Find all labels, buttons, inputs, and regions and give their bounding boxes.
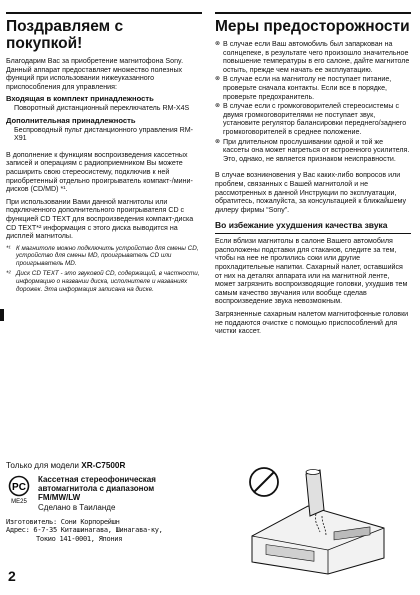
model-block: [6, 461, 202, 544]
footnote-1: [6, 245, 202, 268]
congrats-title-line2: покупкой!: [6, 35, 83, 52]
footnote-1-text: К магнитоле можно подключить устройство для смены CD, устройство для смены MD, проигрыватель CD или проигрыватель MD.: [16, 244, 199, 267]
included-accessory-heading: Входящая в комплект принадлежность: [6, 94, 154, 104]
model-line: [6, 461, 202, 471]
precaution-item: [215, 138, 411, 164]
maker-line-3: Токио 141-0001, Япония: [36, 535, 123, 543]
maker-line-1: Изготовитель: Сони Корпорейшн: [6, 517, 120, 526]
cd-paragraph: В дополнение к функциям воспроизведения кассетных записей и операциям с радиоприемником Вы можете расширить свою стереосистему, подключив к ней приобретенный отдельно проигрыватель компакт-/мини-дисков (CD/MD) *¹.: [6, 150, 193, 194]
sound-quality-paragraph: Если вблизи магнитолы в салоне Вашего автомобиля расположены подставки для стаканов, следите за тем, чтобы на нее не пролились соки или другие прохладительные напитки. Сахарный налет, оставшийся от них на деталях аппарата или на магнитной ленте, может загрязнить воспроизводящие головки, ухудшив тем самым качество звучания или вообще сделав воспроизведение звука невозможным.: [215, 237, 408, 306]
precautions-title: Меры предосторожности: [215, 12, 411, 35]
precaution-item: [215, 40, 411, 74]
optional-accessory-text: Беспроводный пульт дистанционного управления RM-X91: [14, 125, 194, 143]
heading-rule: [215, 233, 411, 234]
cup-holder-illustration: [248, 466, 388, 576]
certification-logo: [6, 475, 32, 512]
left-column: [6, 12, 202, 293]
footnote-2-text: Диск CD TEXT - это звуковой CD, содержащий, в частности, информацию о названии диска, исполнителе и названиях дорожек. Эта информация записана на диске.: [16, 270, 200, 293]
bullet-marker-icon: ⊗: [215, 76, 221, 83]
footnote-1-mark: *¹: [6, 244, 11, 252]
precaution-item: [215, 75, 411, 101]
bullet-marker-icon: ⊗: [215, 41, 221, 47]
congrats-title-line1: Поздравляем с: [6, 18, 124, 35]
congrats-title: [6, 12, 202, 52]
contact-paragraph: В случае возникновения у Вас каких-либо вопросов или проблем, связанных с Вашей магнитолой и не рассмотренных в данной Инструкции по эксплуатации, обратитесь, пожалуйста, за консультацией к ближайшему дилеру фирмы “Sony”.: [215, 171, 407, 214]
svg-text:PC: PC: [12, 482, 26, 493]
precaution-text: В случае если с громкоговорителей стереосистемы с двумя громкоговорителями не поступает звук, установите регулятор балансировки переднего/заднего громкоговорителей в среднее положение.: [223, 102, 407, 136]
model-prefix: Только для модели: [6, 461, 79, 470]
logo-code: МЕ25: [11, 499, 27, 505]
model-code: XR-C7500R: [81, 461, 126, 470]
page-number: 2: [8, 568, 16, 584]
product-line-2: автомагнитола с диапазоном: [38, 484, 155, 494]
certification-logo-icon: [6, 475, 32, 505]
sound-quality-heading: Во избежание ухудшения качества звука: [215, 220, 388, 231]
product-line-1: Кассетная стереофоническая: [38, 475, 156, 484]
footnote-2: [6, 270, 202, 293]
side-tab-marker: [0, 309, 4, 321]
intro-paragraph: Благодарим Вас за приобретение магнитофона Sony. Данный аппарат предоставляет множество полезных функций при использовании нижеуказанного приспособления для управления:: [6, 57, 184, 91]
precautions-list: [215, 40, 411, 163]
optional-accessory-heading: Дополнительная принадлежность: [6, 115, 136, 125]
sound-quality-paragraph-2: Загрязненные сахарным налетом магнитофонные головки не поддаются очистке с помощью приспособлений для чистки кассет.: [215, 310, 409, 336]
cd-text-paragraph: При использовании Вами данной магнитолы или подключенного дополнительного проигрывателя CD с функцией CD TEXT для воспроизведения компакт-диска CD TEXT*² информация с этого диска выводится на дисплей магнитолы.: [6, 197, 194, 241]
bullet-marker-icon: ⊗: [215, 103, 221, 110]
precaution-text: При длительном прослушивании одной и той же кассеты она может нагреться от встроенного усилителя. Это, однако, не является признаком неисправности.: [223, 137, 410, 163]
right-column: [215, 12, 411, 340]
maker-line-2: Адрес: 6-7-35 Киташинагава, Шинагава-ку,: [6, 526, 163, 535]
product-line-3: FM/MW/LW: [38, 493, 81, 503]
made-in-text: Сделано в Таиланде: [38, 502, 116, 512]
precaution-text: В случае если на магнитолу не поступает питание, проверьте сначала контакты. Если все в порядке, проверьте предохранитель.: [223, 75, 392, 101]
precaution-item: [215, 102, 411, 136]
footnote-2-mark: *²: [6, 270, 11, 278]
bullet-marker-icon: ⊗: [215, 138, 221, 145]
precaution-text: В случае если Ваш автомобиль был запаркован на солнцепеке, в результате чего произошло значительное повышение температуры в его салоне, дайте магнитоле остыть, прежде чем начать ее эксплуатацию.: [223, 40, 410, 74]
included-accessory-text: Поворотный дистанционный переключатель RM-X4S: [14, 104, 190, 113]
